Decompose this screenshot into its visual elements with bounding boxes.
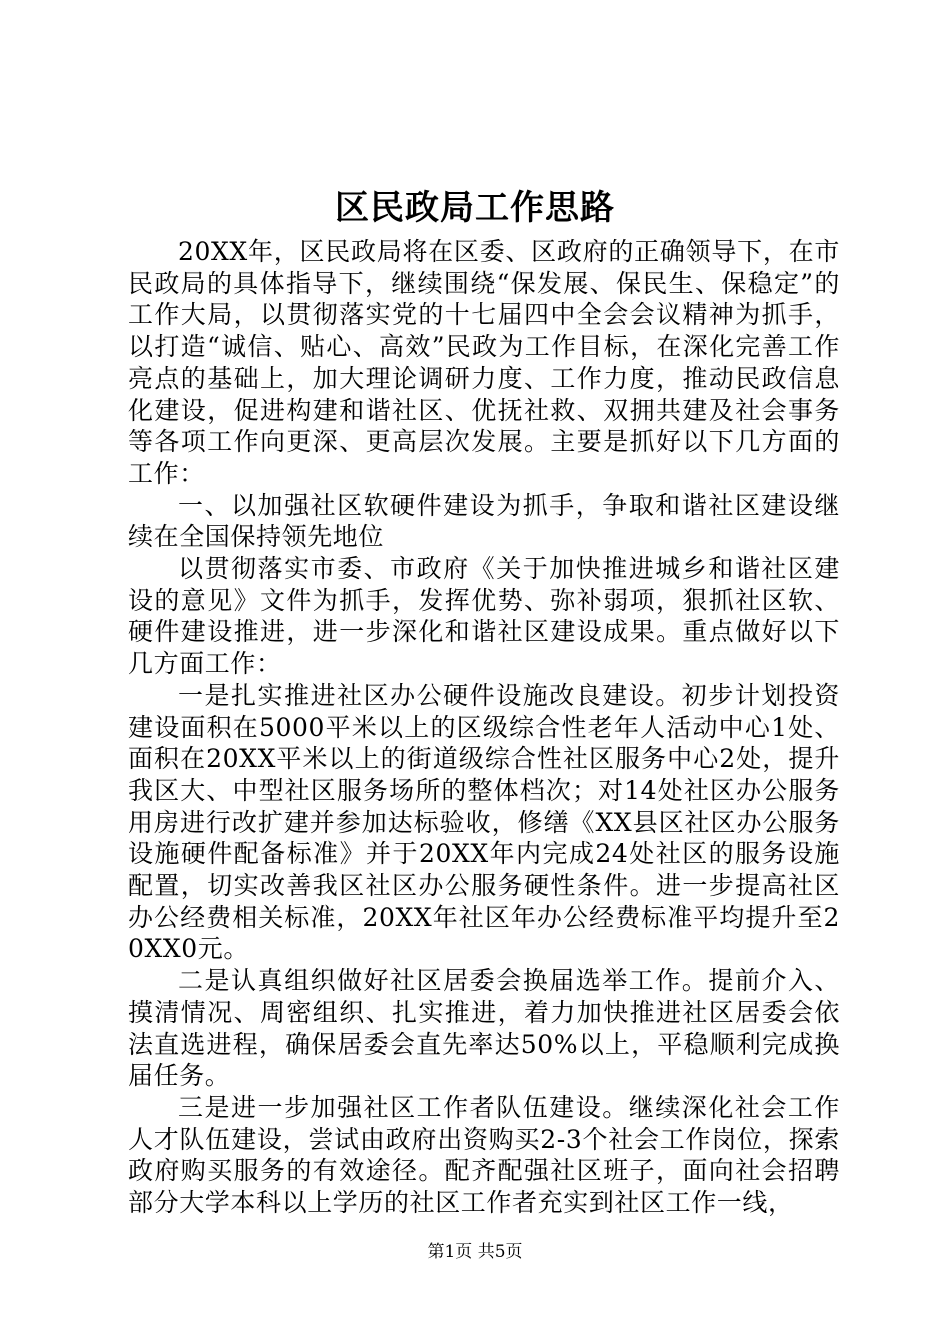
section-paragraph: 以贯彻落实市委、市政府《关于加快推进城乡和谐社区建设的意见》文件为抓手，发挥优势、弥补弱项，狠抓社区软、硬件建设推进，进一步深化和谐社区建设成果。重点做好以下几方面工作：: [128, 554, 840, 679]
document-body: [128, 236, 840, 1219]
intro-paragraph: 20XX年，区民政局将在区委、区政府的正确领导下，在市民政局的具体指导下，继续围绕“保发展、保民生、保稳定”的工作大局，以贯彻落实党的十七届四中全会会议精神为抓手，以打造“诚信、贴心、高效”民政为工作目标，在深化完善工作亮点的基础上，加大理论调研力度、工作力度，推动民政信息化建设，促进构建和谐社区、优抚社救、双拥共建及社会事务等各项工作向更深、更高层次发展。主要是抓好以下几方面的工作：: [128, 237, 840, 488]
document-title: 区民政局工作思路: [335, 188, 615, 228]
section-heading: 一、以加强社区软硬件建设为抓手，争取和谐社区建设继续在全国保持领先地位: [128, 490, 840, 552]
item-paragraph-2: 二是认真组织做好社区居委会换届选举工作。提前介入、摸清情况、周密组织、扎实推进，着力加快推进社区居委会依法直选进程，确保居委会直先率达50%以上，平稳顺利完成换届任务。: [128, 966, 840, 1091]
item-paragraph-1: 一是扎实推进社区办公硬件设施改良建设。初步计划投资建设面积在5000平米以上的区级综合性老年人活动中心1处、面积在20XX平米以上的街道级综合性社区服务中心2处，提升我区大、中型社区服务场所的整体档次；对14处社区办公服务用房进行改扩建并参加达标验收，修缮《XX县区社区办公服务设施硬件配备标准》并于20XX年内完成24处社区的服务设施配置，切实改善我区社区办公服务硬性条件。进一步提高社区办公经费相关标准，20XX年社区年办公经费标准平均提升至20XX0元。: [128, 680, 840, 964]
page-number-footer: 第1页 共5页: [427, 1242, 523, 1262]
item-paragraph-3: 三是进一步加强社区工作者队伍建设。继续深化社会工作人才队伍建设，尝试由政府出资购买2-3个社会工作岗位，探索政府购买服务的有效途径。配齐配强社区班子，面向社会招聘部分大学本科以上学历的社区工作者充实到社区工作一线，: [128, 1092, 840, 1218]
